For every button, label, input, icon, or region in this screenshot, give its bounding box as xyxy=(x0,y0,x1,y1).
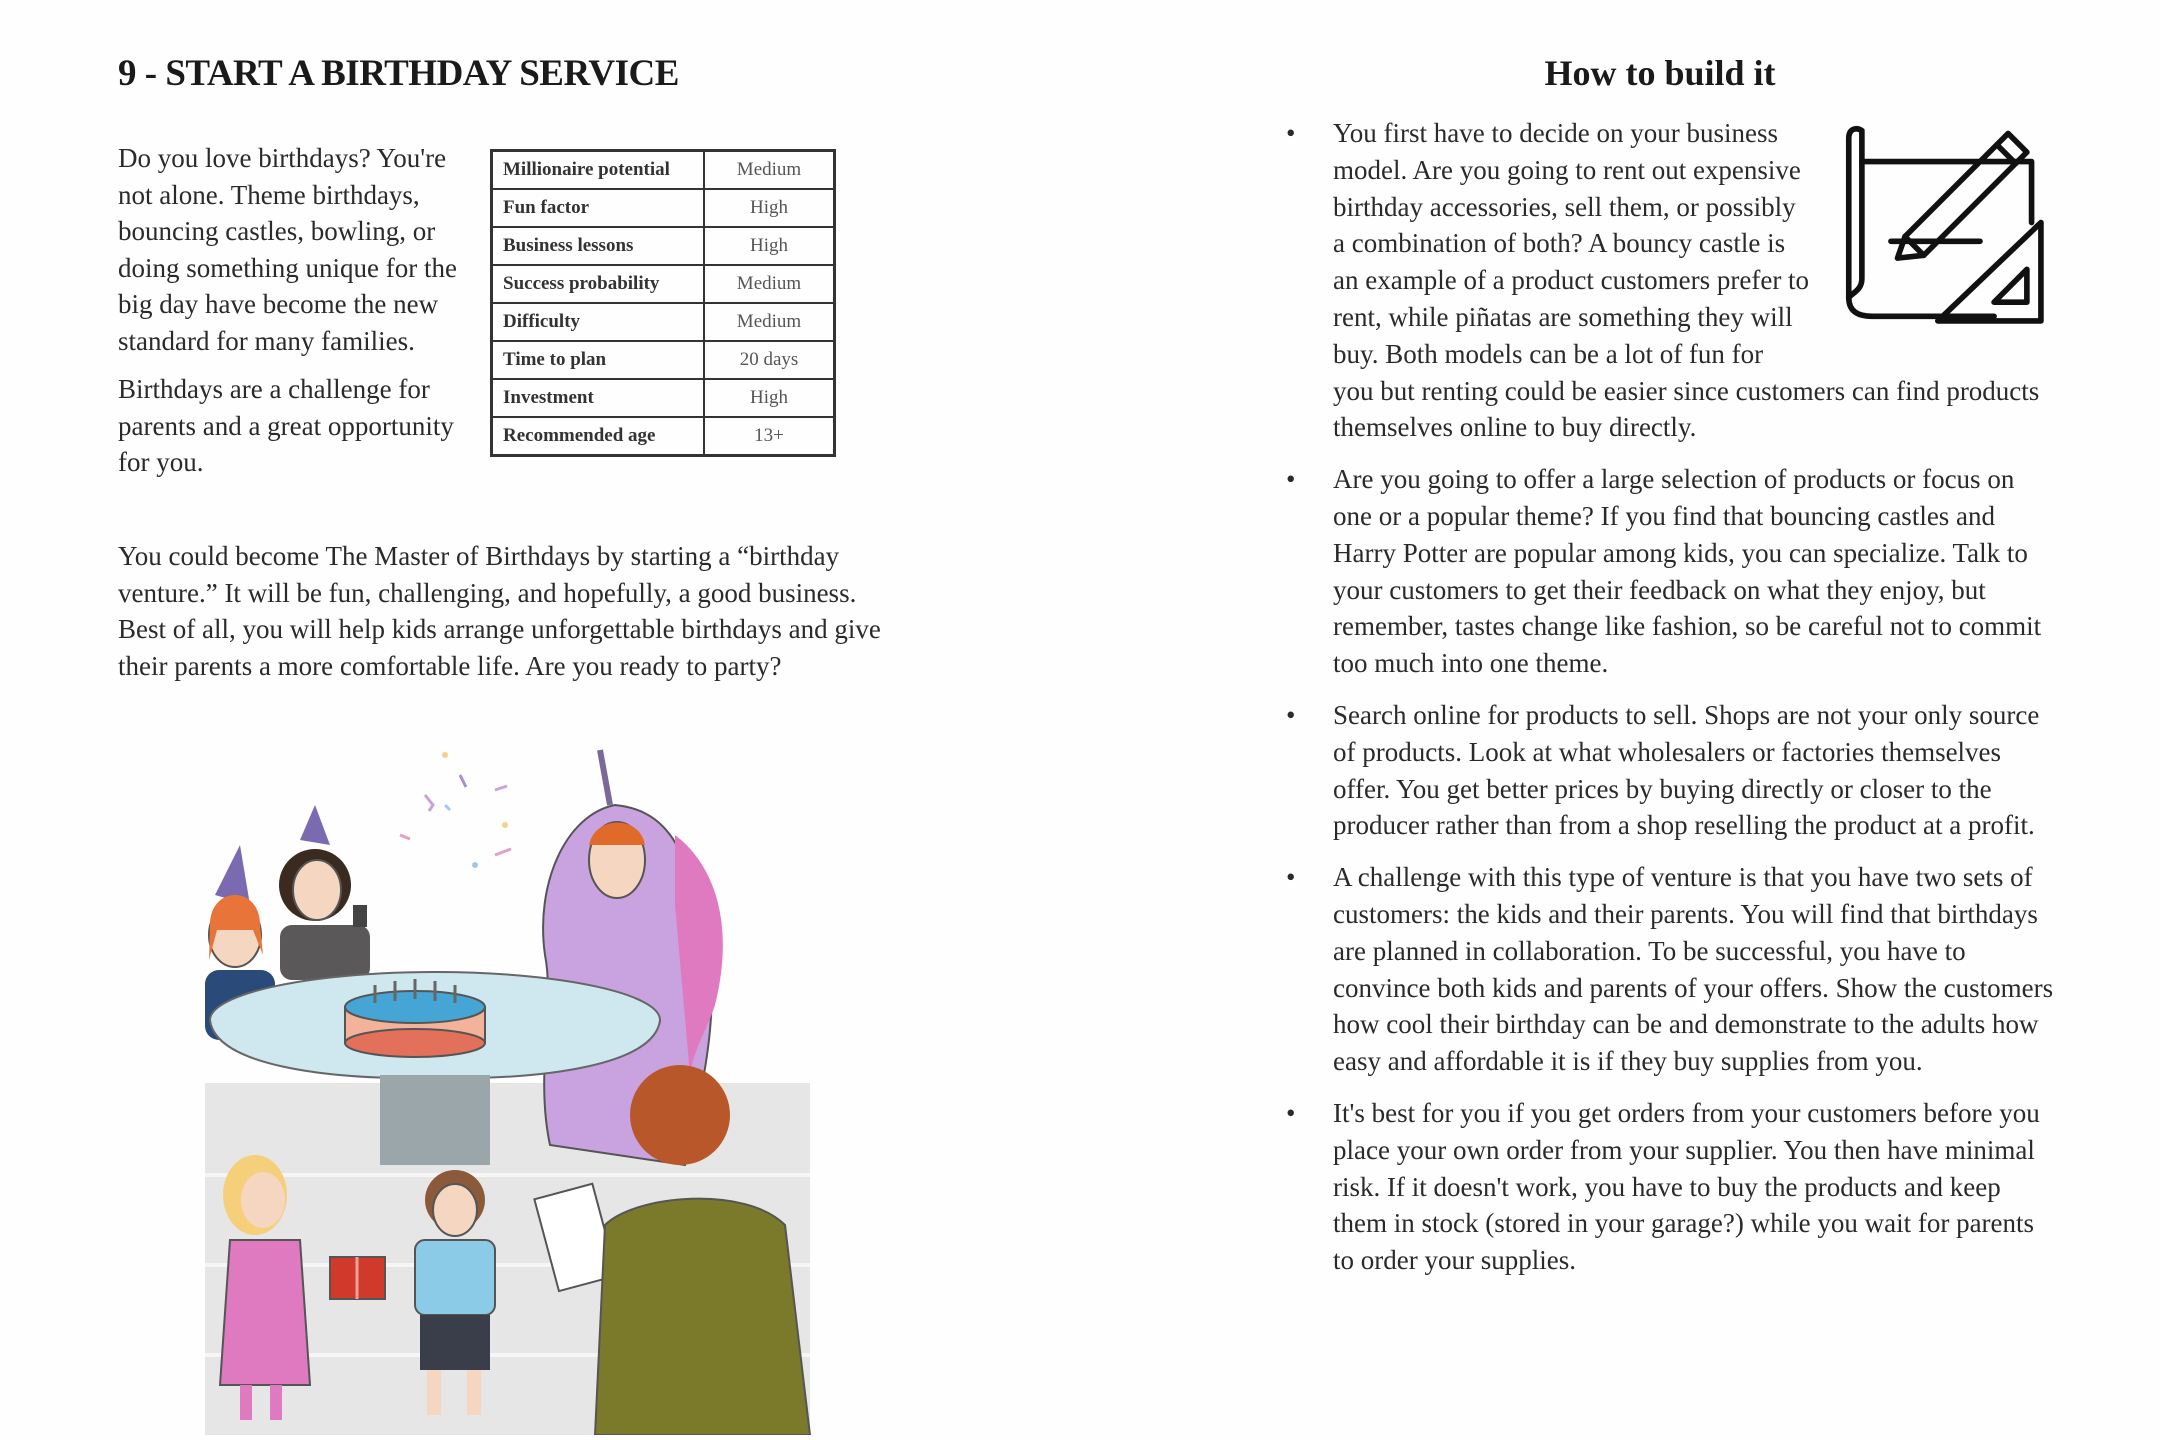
table-row xyxy=(492,189,835,227)
list-item xyxy=(1280,461,2055,682)
bullet-text: A challenge with this type of venture is that you have two sets of customers: the kids and their parents. You will find that birthdays are planned in collaboration. To be successful, you have to convince both kids and parents of your offers. Show the customers how cool their birthday can be and demonstrate to the adults how easy and affordable it is if they buy supplies from you. xyxy=(1333,862,2054,1077)
stat-label: Time to plan xyxy=(492,341,705,379)
stat-value: Medium xyxy=(704,151,835,190)
intro-paragraph: Do you love birthdays? You're not alone. Theme birthdays, bouncing castles, bowling, or doing something unique for the big day have become the new standard for many families. xyxy=(118,143,457,356)
bullet-text: You first have to decide on your business model. Are you going to rent out expensive birthday accessories, sell them, or possibly a combination of both? A bouncy castle is an example of a product customers prefer to rent, while piñatas are something they will buy. Both models can be a lot of fun for you but renting could be easier since customers can find products themselves online to buy directly. xyxy=(1333,118,2040,443)
stat-label: Success probability xyxy=(492,265,705,303)
list-item xyxy=(1280,1095,2055,1279)
stat-value: 20 days xyxy=(704,341,835,379)
stat-label: Investment xyxy=(492,379,705,417)
bullet-icon: • xyxy=(1286,699,1296,730)
intro-paragraph: Birthdays are a challenge for parents and a great opportunity for you. xyxy=(118,374,454,477)
gift-box xyxy=(330,1257,385,1299)
bullet-text: Search online for products to sell. Shops are not your only source of products. Look at what wholesalers or factories themselves offer. You get better prices by buying directly or closer to the producer rather than from a shop reselling the product at a profit. xyxy=(1333,699,2040,841)
stat-label: Fun factor xyxy=(492,189,705,227)
page-title: 9 - START A BIRTHDAY SERVICE xyxy=(118,53,679,94)
table-row xyxy=(492,227,835,265)
birthday-party-illustration xyxy=(205,745,815,1435)
stat-label: Business lessons xyxy=(492,227,705,265)
bullet-text: Are you going to offer a large selection of products or focus on one or a popular theme? If you find that bouncing castles and Harry Potter are popular among kids, you can specialize. Talk to your customers to get their feedback on what they enjoy, but remember, tastes change like fashion, so be careful not to commit too much into one theme. xyxy=(1333,464,2042,679)
stat-value: High xyxy=(704,227,835,265)
how-to-build-list xyxy=(1280,115,2055,1294)
stat-label: Difficulty xyxy=(492,303,705,341)
bullet-icon: • xyxy=(1286,464,1296,495)
stat-label: Millionaire potential xyxy=(492,151,705,190)
table-row xyxy=(492,265,835,303)
bullet-icon: • xyxy=(1286,118,1296,148)
confetti xyxy=(400,752,511,868)
list-item xyxy=(1280,115,2055,446)
intro-text xyxy=(118,140,478,493)
stat-value: High xyxy=(704,379,835,417)
list-item xyxy=(1280,859,2055,1080)
stat-value: High xyxy=(704,189,835,227)
bullet-icon: • xyxy=(1286,1097,1296,1128)
stat-label: Recommended age xyxy=(492,417,705,456)
table-row xyxy=(492,151,835,190)
bullet-text: It's best for you if you get orders from your customers before you place your own order from your supplier. You then have minimal risk. If it doesn't work, you have to buy the products and keep them in stock (stored in your garage?) while you wait for parents to order your supplies. xyxy=(1333,1097,2040,1276)
parent-with-camera xyxy=(279,805,370,980)
table-row xyxy=(492,303,835,341)
list-item xyxy=(1280,697,2055,844)
bullet-icon: • xyxy=(1286,862,1296,893)
section-title: How to build it xyxy=(1544,53,1776,93)
table-row xyxy=(492,417,835,456)
venture-stats-table xyxy=(490,149,836,457)
main-paragraph: You could become The Master of Birthdays by starting a “birthday venture.” It will be fun, challenging, and hopefully, a good business. Best of all, you will help kids arrange unforgettable birthdays and give their parents a more comfortable life. Are you ready to party? xyxy=(118,541,881,681)
stat-value: Medium xyxy=(704,265,835,303)
table-row xyxy=(492,341,835,379)
table-row xyxy=(492,379,835,417)
stat-value: 13+ xyxy=(704,417,835,456)
stat-value: Medium xyxy=(704,303,835,341)
